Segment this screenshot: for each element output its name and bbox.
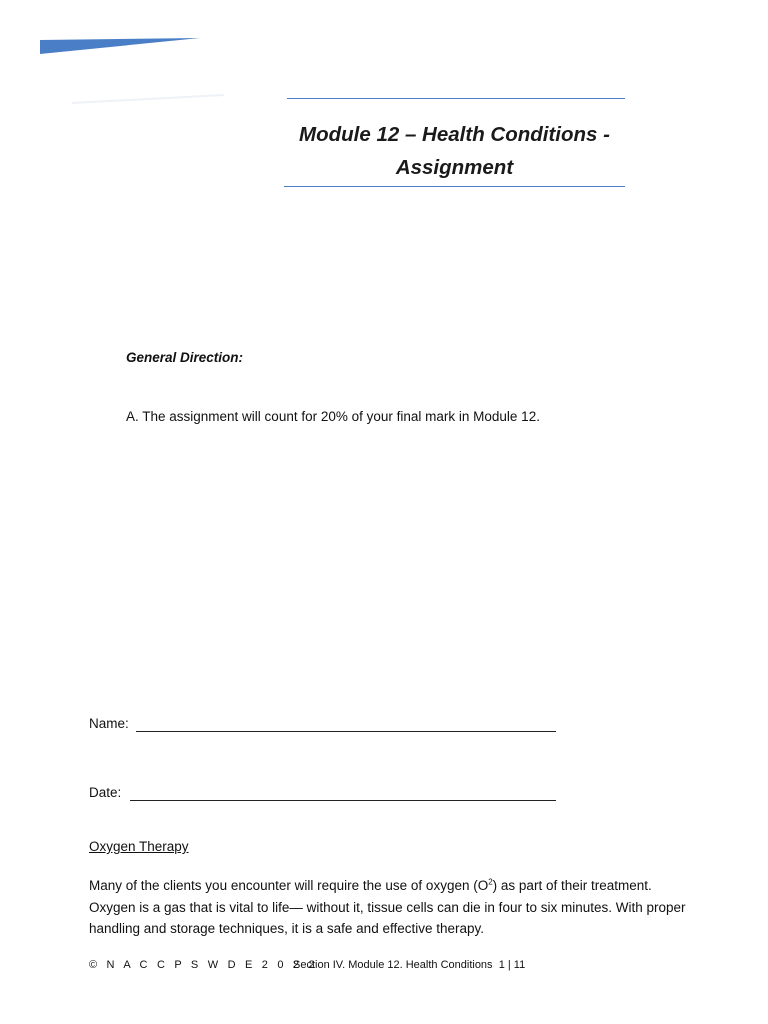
- page-title: [284, 118, 625, 184]
- page-title-line1: Module 12 – Health Conditions -: [299, 123, 610, 146]
- name-field-line[interactable]: [136, 731, 556, 732]
- logo-banner-shape: [40, 38, 200, 56]
- date-field-line[interactable]: [130, 800, 556, 801]
- footer-section-info: [293, 959, 525, 971]
- footer-section-label: Section IV. Module 12. Health Conditions: [293, 959, 493, 971]
- paragraph-text-end: ) as part of their treatment. Oxygen is a gas that is vital to life— without it, tissue cells can die in four to six minutes. With proper handling and storage techniques, it is a safe and effective therapy.: [89, 878, 686, 936]
- logo-faint-mark: [72, 92, 224, 106]
- oxygen-superscript: 2: [488, 877, 493, 887]
- oxygen-therapy-heading: Oxygen Therapy: [89, 839, 189, 854]
- footer-page-number: 1 | 11: [498, 959, 526, 971]
- paragraph-text-start: Many of the clients you encounter will require the use of oxygen (O: [89, 878, 489, 893]
- footer-copyright: © N A C C P S W D E 2 0 2 2: [89, 959, 318, 971]
- title-bottom-rule: [284, 186, 625, 187]
- date-label: Date:: [89, 785, 122, 800]
- direction-item-a: A. The assignment will count for 20% of your final mark in Module 12.: [126, 409, 540, 424]
- name-label: Name:: [89, 716, 129, 731]
- title-top-rule: [287, 98, 625, 99]
- oxygen-therapy-paragraph: [89, 875, 689, 940]
- page-title-line2: Assignment: [395, 156, 514, 179]
- general-direction-heading: General Direction:: [126, 350, 244, 365]
